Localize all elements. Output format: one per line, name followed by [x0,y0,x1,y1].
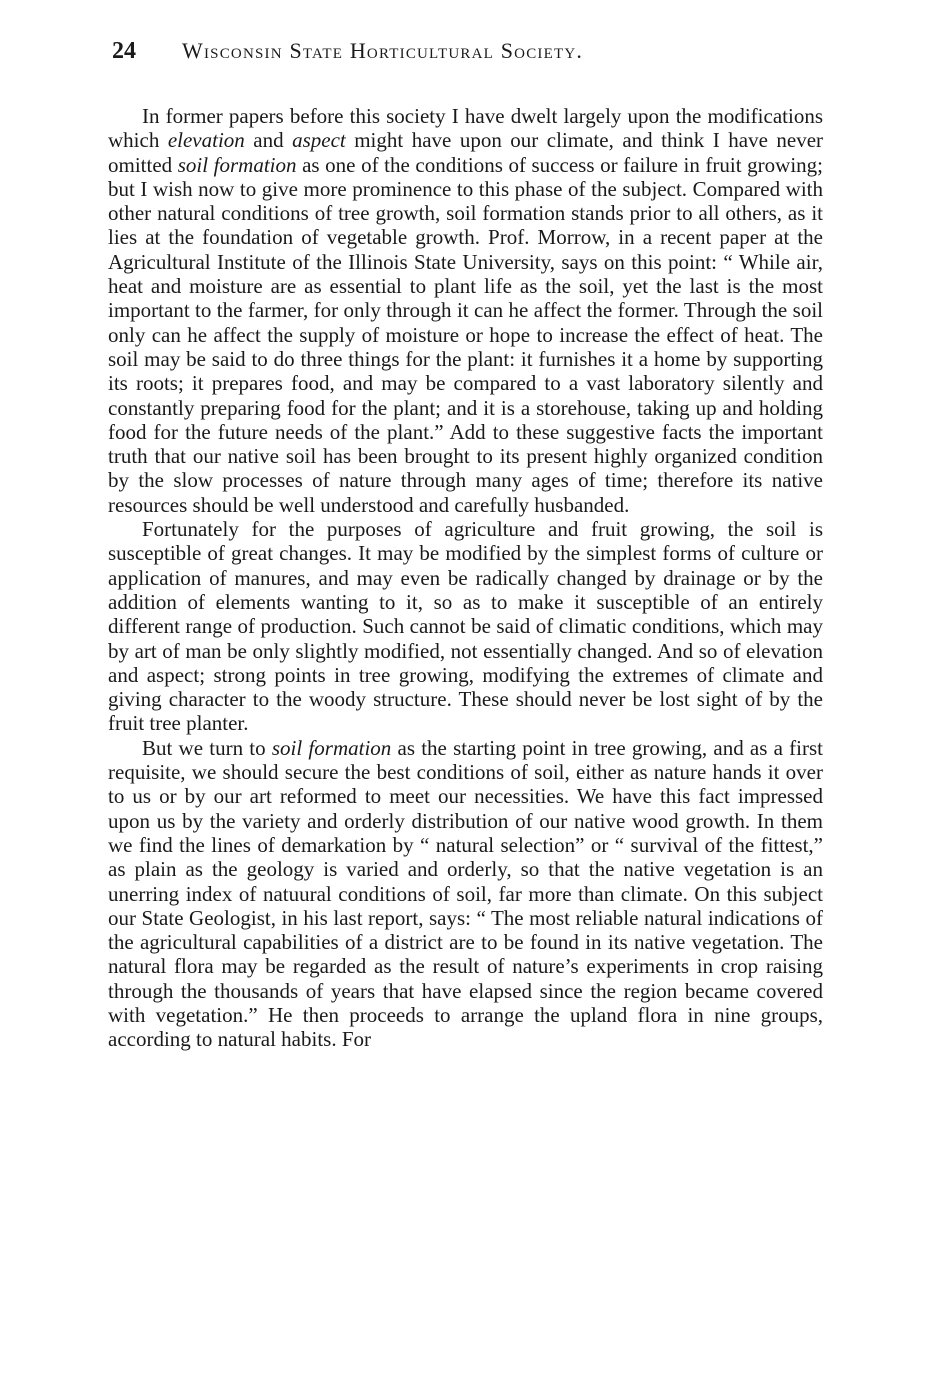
paragraph-1-text-3: might have upon our climate, and think I have never omitted [108,128,824,177]
emphasis-soil-formation-2: soil formation [271,735,392,760]
paragraph-1-text-1: In former papers before this society I have dwelt largely upon the modifications which [108,104,823,153]
emphasis-elevation: elevation [167,128,245,153]
paragraph-3-text-1: But we turn to [142,735,272,760]
paragraph-1-text-4: as one of the conditions of success or failure in fruit growing; but I wish now to give more prominence to this phase of the subject. Compared with other natural conditions of tree growth, soil formation stands prior to all others, as it lies at the foundation of vegetable growth. Prof. Morrow, in a recent paper at the Agricultural Institute of the Illinois State University, says on this point: “ While air, heat and moisture are as essential to plant life as the soil, yet the last is the most important to the farmer, for only through it can he affect the former. Through the soil only can he affect the supply of moisture or hope to increase the effect of heat. The soil may be said to do three things for the plant: it furnishes it a home by supporting its roots; it prepares food, and may be compared to a vast laboratory silently and constantly preparing food for the plant; and it is a storehouse, taking up and holding food for the future needs of the plant.” Add to these suggestive facts the important truth that our native soil has been brought to its present highly organized condition by the slow processes of nature through many ages of time; therefore its native resources should be well understood and carefully husbanded. [108,152,823,517]
paragraph-1 [108,104,823,517]
paragraph-3 [108,736,823,1052]
page-header [112,38,832,72]
paragraph-3-text-2: as the starting point in tree growing, and as a first requisite, we should secure the best conditions of soil, either as nature hands it over to us or by our art reformed to meet our necessities. We have this fact impressed upon us by the variety and orderly distribution of our native wood growth. In them we find the lines of demarkation by “ natural selection” or “ survival of the fittest,” as plain as the geology is varied and orderly, so that the native vegetation is an unerring index of natuural conditions of soil, far more than climate. On this subject our State Geologist, in his last report, says: “ The most reliable natural indications of the agricultural capabilities of a district are to be found in its native vegetation. The natural flora may be regarded as the result of nature’s experiments in crop raising through the thousands of years that have elapsed since the region became covered with vegetation.” He then proceeds to arrange the upland flora in nine groups, according to natural habits. For [108,735,823,1052]
emphasis-aspect: aspect [292,128,346,153]
emphasis-soil-formation: soil formation [177,152,297,177]
paragraph-2-text-1: Fortunately for the purposes of agriculture and fruit growing, the soil is susceptible of great changes. It may be modified by the simplest forms of culture or application of manures, and may even be radically changed by drainage or by the addition of elements wanting to it, so as to make it susceptible of an entirely different range of production. Such cannot be said of climatic conditions, which may by art of man be only slightly modified, not essentially changed. And so of elevation and aspect; strong points in tree growing, modifying the extremes of climate and giving character to the woody structure. These should never be lost sight of by the fruit tree planter. [108,517,823,736]
body-text [108,104,823,1052]
paragraph-2 [108,517,823,736]
page-number: 24 [112,38,136,64]
paragraph-1-text-2: and [244,128,293,153]
running-title: Wisconsin State Horticultural Society. [182,38,584,63]
